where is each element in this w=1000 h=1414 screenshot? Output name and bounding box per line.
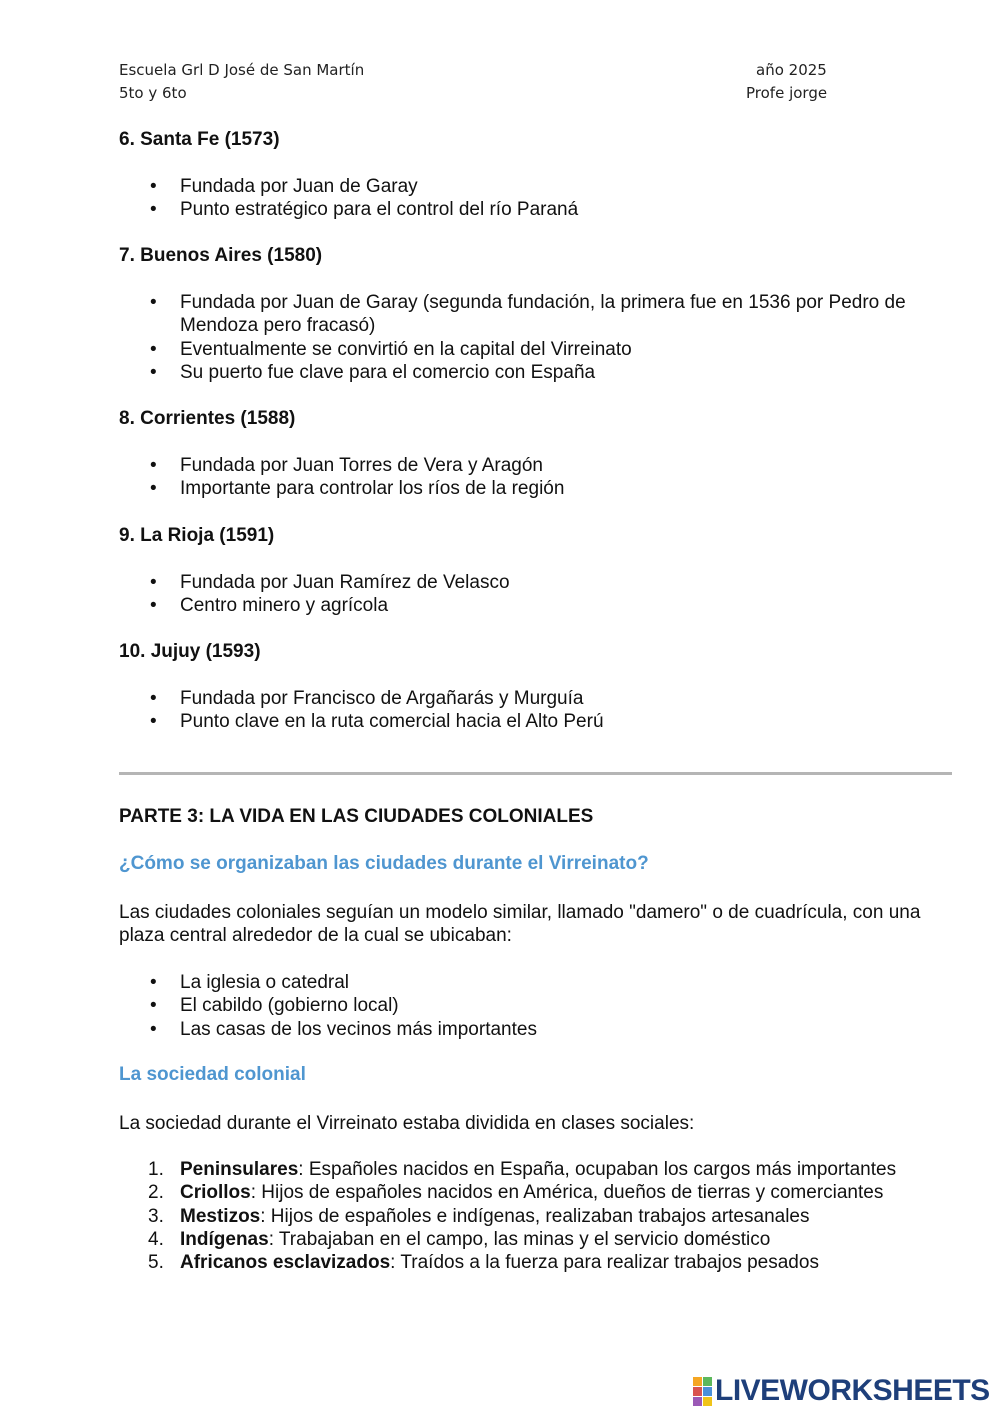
list-number: 2. [148,1182,164,1204]
section-title: PARTE 3: LA VIDA EN LAS CIUDADES COLONIALES [119,806,594,827]
list-item [150,1251,960,1274]
list-item [150,338,960,361]
city-list [150,291,960,384]
bullet: • [150,1018,157,1040]
bullet: • [150,455,157,476]
header-year: año 2025 [756,61,827,79]
plaza-list [150,971,960,1041]
list-item [150,971,960,994]
city-heading: 6. Santa Fe (1573) [119,129,280,150]
list-item-text: Fundada por Juan de Garay (segunda fundación, la primera fue en 1536 por Pedro de Mendoza pero fracasó) [180,292,906,337]
list-item-text: Fundada por Juan Ramírez de Velasco [180,572,510,593]
bullet: • [150,688,157,709]
logo-square [693,1397,702,1406]
list-item [150,454,960,477]
list-item-text: La iglesia o catedral [180,972,349,993]
list-item-text: El cabildo (gobierno local) [180,995,399,1017]
list-number: 4. [148,1228,164,1250]
list-item-text: Importante para controlar los ríos de la región [180,478,565,500]
header-grades: 5to y 6to [119,84,187,102]
city-list [150,687,960,734]
class-desc: : Hijos de españoles e indígenas, realizaban trabajos artesanales [260,1205,810,1227]
bullet: • [150,995,157,1017]
list-item [150,710,960,733]
list-number: 5. [148,1252,164,1274]
bullet: • [150,478,157,500]
list-item [150,1205,960,1228]
list-item [150,687,960,710]
list-item [150,1158,960,1181]
list-item [150,1181,960,1204]
class-desc: : Españoles nacidos en España, ocupaban los cargos más importantes [298,1159,897,1180]
header-teacher: Profe jorge [746,84,828,102]
list-item-text: Punto estratégico para el control del río Paraná [180,199,579,221]
section-question: ¿Cómo se organizaban las ciudades durante el Virreinato? [119,853,649,874]
class-desc: : Trabajaban en el campo, las minas y el servicio doméstico [268,1228,771,1250]
city-heading: 7. Buenos Aires (1580) [119,245,323,266]
liveworksheets-logo [693,1374,990,1408]
bullet: • [150,572,157,593]
bullet: • [150,292,157,313]
city-list [150,175,960,222]
class-name: Criollos [180,1182,251,1204]
list-item-text: Punto clave en la ruta comercial hacia el Alto Perú [180,711,604,733]
list-item [150,1018,960,1041]
classes-list [150,1158,960,1274]
society-intro: La sociedad durante el Virreinato estaba dividida en clases sociales: [119,1113,695,1134]
list-item-text: Su puerto fue clave para el comercio con España [180,361,596,383]
class-name: Mestizos [180,1205,261,1227]
list-item [150,291,960,338]
society-title: La sociedad colonial [119,1064,306,1085]
city-list [150,571,960,618]
section-intro: Las ciudades coloniales seguían un modelo similar, llamado "damero" o de cuadrícula, con una plaza central alrededor de la cual se ubicaban: [119,902,921,946]
list-item-text: Centro minero y agrícola [180,595,389,617]
city-heading: 10. Jujuy (1593) [119,641,261,662]
city-heading: 9. La Rioja (1591) [119,525,275,546]
logo-text: LIVEWORKSHEETS [715,1374,990,1407]
logo-square [703,1397,712,1406]
horizontal-divider [119,772,952,775]
class-name: Peninsulares [180,1159,299,1180]
bullet: • [150,176,157,197]
logo-square [703,1377,712,1386]
header-school: Escuela Grl D José de San Martín [119,61,365,79]
list-number: 3. [148,1205,164,1227]
list-item [150,198,960,221]
list-item-text: Fundada por Francisco de Argañarás y Murguía [180,688,584,709]
list-item [150,477,960,500]
logo-square [703,1387,712,1396]
list-item [150,994,960,1017]
class-name: Africanos esclavizados [180,1252,391,1274]
list-item-text: Eventualmente se convirtió en la capital del Virreinato [180,338,632,360]
city-heading: 8. Corrientes (1588) [119,408,296,429]
logo-square [693,1377,702,1386]
city-list [150,454,960,501]
bullet: • [150,972,157,993]
logo-square [693,1387,702,1396]
bullet: • [150,711,157,733]
list-item-text: Fundada por Juan de Garay [180,176,418,197]
list-item [150,571,960,594]
bullet: • [150,361,157,383]
list-item [150,1228,960,1251]
class-desc: : Hijos de españoles nacidos en América, dueños de tierras y comerciantes [250,1182,884,1204]
class-name: Indígenas [180,1228,269,1250]
list-number: 1. [148,1159,164,1180]
class-desc: : Traídos a la fuerza para realizar trabajos pesados [390,1252,819,1274]
bullet: • [150,338,157,360]
bullet: • [150,595,157,617]
logo-mark-icon [693,1377,712,1406]
list-item [150,175,960,198]
list-item-text: Las casas de los vecinos más importantes [180,1018,537,1040]
bullet: • [150,199,157,221]
list-item [150,361,960,384]
list-item [150,594,960,617]
list-item-text: Fundada por Juan Torres de Vera y Aragón [180,455,544,476]
